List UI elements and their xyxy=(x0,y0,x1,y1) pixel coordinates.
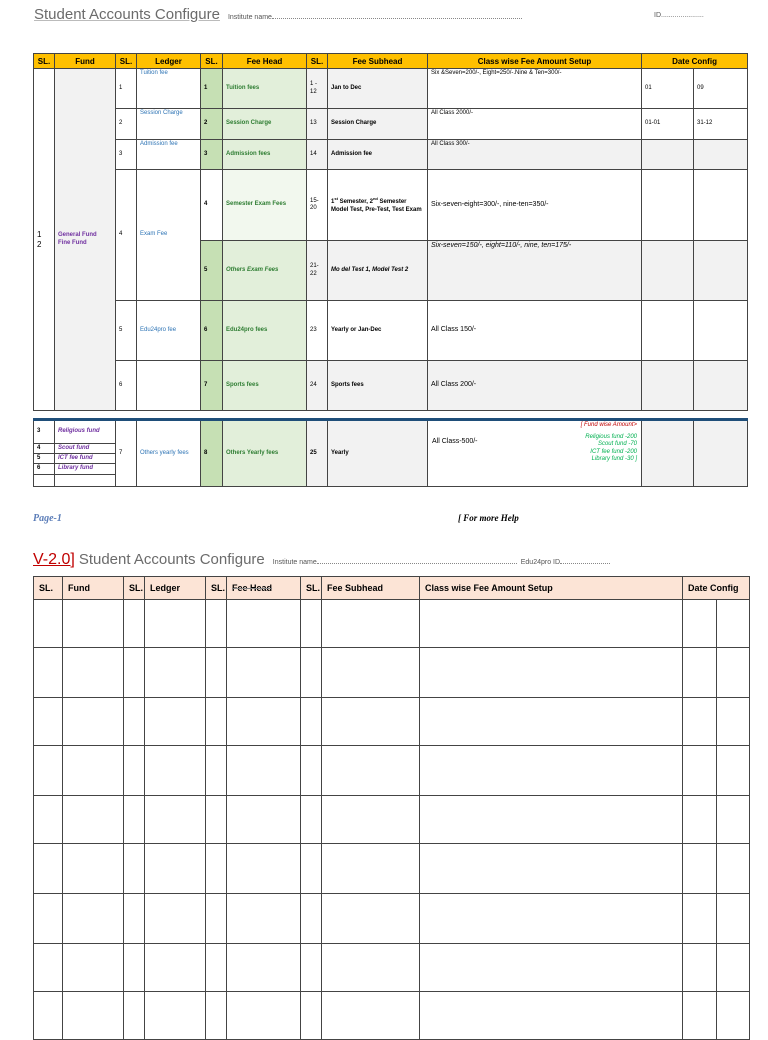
blank-cell[interactable] xyxy=(301,648,322,698)
ledger-sl: 4 xyxy=(116,170,137,301)
v2-header xyxy=(33,551,610,569)
blank-cell[interactable] xyxy=(717,844,750,894)
blank-cell[interactable] xyxy=(206,746,227,796)
blank-cell[interactable] xyxy=(63,600,124,648)
blank-cell[interactable] xyxy=(145,796,206,844)
subhead-part: st xyxy=(334,196,338,201)
table-row xyxy=(34,992,750,1040)
fee-head: Edu24pro fees xyxy=(223,301,307,361)
table-row xyxy=(34,600,750,648)
fee-config-table xyxy=(33,53,748,411)
blank-cell[interactable] xyxy=(683,894,717,944)
fee-subhead: Session Charge xyxy=(328,109,428,140)
table-row xyxy=(34,361,748,411)
blank-cell[interactable] xyxy=(227,944,301,992)
blank-cell[interactable] xyxy=(301,844,322,894)
blank-cell[interactable] xyxy=(322,844,420,894)
blank-cell[interactable] xyxy=(717,746,750,796)
date-end xyxy=(694,140,748,170)
col-sl: SL. xyxy=(34,54,55,69)
col-sl: SL. xyxy=(34,577,63,600)
table-row xyxy=(34,301,748,361)
subhead-part: Semester, 2 xyxy=(337,199,373,205)
blank-cell[interactable] xyxy=(227,796,301,844)
blank-cell[interactable] xyxy=(322,796,420,844)
blank-cell[interactable] xyxy=(301,992,322,1040)
blank-cell[interactable] xyxy=(63,992,124,1040)
fee-head: Tuition fees xyxy=(223,69,307,109)
table-row xyxy=(34,648,750,698)
blank-cell[interactable] xyxy=(227,894,301,944)
blank-cell[interactable] xyxy=(206,600,227,648)
blank-rows xyxy=(34,600,750,1040)
blank-cell[interactable] xyxy=(34,894,63,944)
help-link[interactable]: [ For more Help xyxy=(458,513,519,523)
blank-cell[interactable] xyxy=(322,894,420,944)
blank-cell[interactable] xyxy=(145,600,206,648)
table-row xyxy=(34,746,750,796)
col-fee-subhead: Fee Subhead xyxy=(322,577,420,600)
table-row xyxy=(34,140,748,170)
col-fee-subhead: Fee Subhead xyxy=(328,54,428,69)
fund-name: Religious fund xyxy=(55,420,116,444)
table-row xyxy=(34,944,750,992)
blank-cell[interactable] xyxy=(34,746,63,796)
ledger-name: Tuition fee xyxy=(137,69,201,109)
fee-head: Semester Exam Fees xyxy=(223,170,307,241)
amount-setup xyxy=(428,420,642,487)
fund-name: Fine Fund xyxy=(58,239,87,246)
blank-cell[interactable] xyxy=(717,894,750,944)
blank-cell[interactable] xyxy=(322,944,420,992)
col-sl: SL. xyxy=(116,54,137,69)
date-start: 01 xyxy=(642,69,694,109)
blank-cell[interactable] xyxy=(206,648,227,698)
blank-cell[interactable] xyxy=(63,796,124,844)
date-start xyxy=(642,241,694,301)
blank-cell[interactable] xyxy=(717,648,750,698)
fund-name xyxy=(55,474,116,486)
fund-sl: 5 xyxy=(34,454,55,464)
col-ledger: Ledger xyxy=(137,54,201,69)
ledger-sl: 7 xyxy=(116,420,137,487)
version-label: V-2.0] xyxy=(33,551,75,568)
amount-setup: All Class 150/- xyxy=(428,301,642,361)
blank-cell[interactable] xyxy=(420,648,683,698)
fund-wise-label: [ Fund wise Amount> xyxy=(580,422,637,428)
fee-head: Others Exam Fees xyxy=(223,241,307,301)
ledger-name: Others yearly fees xyxy=(137,420,201,487)
blank-cell[interactable] xyxy=(63,844,124,894)
blank-cell[interactable] xyxy=(34,944,63,992)
subhead-part: 1 xyxy=(331,199,335,205)
date-start xyxy=(642,361,694,411)
blank-cell[interactable] xyxy=(63,894,124,944)
blank-cell[interactable] xyxy=(301,796,322,844)
date-start xyxy=(642,301,694,361)
col-sl: SL. xyxy=(307,54,328,69)
fee-subhead: Admission fee xyxy=(328,140,428,170)
date-start xyxy=(642,140,694,170)
blank-cell[interactable] xyxy=(34,600,63,648)
fee-head: Sports fees xyxy=(223,361,307,411)
blank-cell[interactable] xyxy=(34,648,63,698)
fund-name: ICT fee fund xyxy=(55,454,116,464)
blank-cell[interactable] xyxy=(301,894,322,944)
amount-setup: All Class 2000/- xyxy=(428,109,642,140)
id-label: ID...................... xyxy=(654,12,704,19)
ledger-sl: 6 xyxy=(116,361,137,411)
v2-institute-label: Institute name xyxy=(272,559,317,566)
col-fee-head: Fee Head xyxy=(227,577,301,600)
blank-cell[interactable] xyxy=(322,648,420,698)
amount-setup: Six-seven-eight=300/-, nine-ten=350/- xyxy=(428,170,642,241)
blank-cell[interactable] xyxy=(322,746,420,796)
blank-cell[interactable] xyxy=(145,894,206,944)
blank-cell[interactable] xyxy=(145,944,206,992)
page-title: Student Accounts Configure xyxy=(34,6,220,23)
blank-cell[interactable] xyxy=(683,648,717,698)
blank-cell[interactable] xyxy=(63,698,124,746)
fund-wise-item: Scout fund -70 xyxy=(597,441,637,448)
col-date-config: Date Config xyxy=(683,577,750,600)
blank-cell[interactable] xyxy=(322,600,420,648)
head-sl: 6 xyxy=(201,301,223,361)
blank-cell[interactable] xyxy=(145,992,206,1040)
fee-head: Admission fees xyxy=(223,140,307,170)
ledger-sl: 3 xyxy=(116,140,137,170)
blank-cell[interactable] xyxy=(301,746,322,796)
fund-sl: 6 xyxy=(34,464,55,474)
col-sl: SL. xyxy=(206,577,227,600)
subhead-sl: 24 xyxy=(307,361,328,411)
col-sl: SL. xyxy=(301,577,322,600)
v2-institute-field xyxy=(317,557,517,564)
blank-cell[interactable] xyxy=(124,944,145,992)
table-header-row xyxy=(34,54,748,69)
fee-subhead: Jan to Dec xyxy=(328,69,428,109)
date-end: 09 xyxy=(694,69,748,109)
col-fund: Fund xyxy=(63,577,124,600)
ledger-sl: 1 xyxy=(116,69,137,109)
blank-cell[interactable] xyxy=(124,746,145,796)
blank-cell[interactable] xyxy=(124,648,145,698)
v2-id-label: Edu24pro ID xyxy=(520,559,561,566)
blank-cell[interactable] xyxy=(34,698,63,746)
table-row xyxy=(34,698,750,746)
blank-cell[interactable] xyxy=(420,844,683,894)
fund-wise-item: Library fund -30 ] xyxy=(591,455,637,462)
table-row xyxy=(34,894,750,944)
blank-cell[interactable] xyxy=(145,648,206,698)
blank-cell[interactable] xyxy=(420,992,683,1040)
ledger-sl: 2 xyxy=(116,109,137,140)
subhead-sl: 23 xyxy=(307,301,328,361)
date-end: 31-12 xyxy=(694,109,748,140)
blank-cell[interactable] xyxy=(301,698,322,746)
ledger-name: Session Charge xyxy=(137,109,201,140)
ledger-name: Exam Fee xyxy=(137,170,201,301)
blank-cell[interactable] xyxy=(63,944,124,992)
blank-cell[interactable] xyxy=(227,746,301,796)
blank-cell[interactable] xyxy=(683,796,717,844)
blank-cell[interactable] xyxy=(683,944,717,992)
blank-cell[interactable] xyxy=(420,894,683,944)
col-sl: SL. xyxy=(201,54,223,69)
blank-cell[interactable] xyxy=(145,698,206,746)
blank-cell[interactable] xyxy=(227,648,301,698)
fund-wise-item: ICT fee fund -200 xyxy=(590,448,637,455)
date-end xyxy=(694,420,748,487)
subhead-sl: 21-22 xyxy=(307,241,328,301)
head-sl: 2 xyxy=(201,109,223,140)
amount-setup: Six &Seven=200/-, Eight=250/-.Nine & Ten=300/- xyxy=(428,69,642,109)
date-start xyxy=(642,170,694,241)
blank-cell[interactable] xyxy=(63,648,124,698)
table-row xyxy=(34,109,748,140)
blank-cell[interactable] xyxy=(683,698,717,746)
blank-cell[interactable] xyxy=(124,698,145,746)
ledger-sl: 5 xyxy=(116,301,137,361)
ledger-name: Admission fee xyxy=(137,140,201,170)
institute-name-field xyxy=(272,12,522,19)
blank-cell[interactable] xyxy=(717,600,750,648)
head-sl: 3 xyxy=(201,140,223,170)
fund-sl: 3 xyxy=(34,420,55,444)
amount-setup: All Class 200/- xyxy=(428,361,642,411)
fee-head: Others Yearly fees xyxy=(223,420,307,487)
table-row xyxy=(34,844,750,894)
blank-cell[interactable] xyxy=(34,992,63,1040)
blank-cell[interactable] xyxy=(145,844,206,894)
fee-subhead xyxy=(328,170,428,241)
blank-cell[interactable] xyxy=(301,944,322,992)
fee-head: Session Charge xyxy=(223,109,307,140)
subhead-sl: 1 - 12 xyxy=(307,69,328,109)
subhead-sl: 15-20 xyxy=(307,170,328,241)
blank-cell[interactable] xyxy=(420,796,683,844)
col-amount-setup: Class wise Fee Amount Setup xyxy=(420,577,683,600)
blank-cell[interactable] xyxy=(206,698,227,746)
blank-cell[interactable] xyxy=(322,698,420,746)
fee-subhead: Yearly or Jan-Dec xyxy=(328,301,428,361)
col-fund: Fund xyxy=(55,54,116,69)
head-sl: 5 xyxy=(201,241,223,301)
fund-name: Library fund xyxy=(55,464,116,474)
blank-cell[interactable] xyxy=(227,844,301,894)
subhead-sl: 13 xyxy=(307,109,328,140)
blank-cell[interactable] xyxy=(420,698,683,746)
page-header xyxy=(34,6,522,23)
date-end xyxy=(694,361,748,411)
v2-id-field xyxy=(560,557,610,564)
date-end xyxy=(694,241,748,301)
blank-cell[interactable] xyxy=(206,992,227,1040)
fund-cell xyxy=(55,69,116,411)
blank-cell[interactable] xyxy=(206,894,227,944)
fee-subhead: Mo del Test 1, Model Test 2 xyxy=(328,241,428,301)
blank-cell[interactable] xyxy=(420,944,683,992)
blank-cell[interactable] xyxy=(145,746,206,796)
blank-cell[interactable] xyxy=(124,600,145,648)
blank-cell[interactable] xyxy=(683,844,717,894)
others-fee-table xyxy=(33,418,748,487)
col-ledger: Ledger xyxy=(145,577,206,600)
table-header-row xyxy=(34,577,750,600)
date-start xyxy=(642,420,694,487)
blank-cell[interactable] xyxy=(206,844,227,894)
blank-cell[interactable] xyxy=(301,600,322,648)
v2-title: Student Accounts Configure xyxy=(78,551,265,568)
blank-cell[interactable] xyxy=(34,844,63,894)
blank-cell[interactable] xyxy=(206,796,227,844)
institute-name-label: Institute name xyxy=(227,14,272,21)
head-sl: 1 xyxy=(201,69,223,109)
date-start: 01-01 xyxy=(642,109,694,140)
blank-cell[interactable] xyxy=(34,796,63,844)
blank-cell[interactable] xyxy=(63,746,124,796)
blank-cell[interactable] xyxy=(227,992,301,1040)
col-date-config: Date Config xyxy=(642,54,748,69)
page-number: Page-1 xyxy=(33,513,62,524)
blank-cell[interactable] xyxy=(717,944,750,992)
table-row xyxy=(34,796,750,844)
blank-cell[interactable] xyxy=(322,992,420,1040)
fund-sl: 1 xyxy=(37,229,42,239)
blank-cell[interactable] xyxy=(683,600,717,648)
date-end xyxy=(694,170,748,241)
fee-subhead: Yearly xyxy=(328,420,428,487)
subhead-part: nd xyxy=(372,196,378,201)
blank-cell[interactable] xyxy=(124,894,145,944)
fund-name: General Fund xyxy=(58,232,97,238)
subhead-sl: 14 xyxy=(307,140,328,170)
amount-setup: Six-seven=150/-, eight=110/-, nine, ten=175/- xyxy=(428,241,642,301)
blank-cell[interactable] xyxy=(420,746,683,796)
blank-cell[interactable] xyxy=(227,698,301,746)
col-sl: SL. xyxy=(124,577,145,600)
ledger-name xyxy=(137,361,201,411)
fund-sl xyxy=(34,474,55,486)
fund-sl: 2 xyxy=(37,239,42,249)
blank-cell[interactable] xyxy=(717,698,750,746)
blank-cell[interactable] xyxy=(124,992,145,1040)
blank-cell[interactable] xyxy=(683,746,717,796)
ledger-name: Edu24pro fee xyxy=(137,301,201,361)
subhead-part: Semester Model Test, Pre-Test, Test Exam xyxy=(331,199,422,213)
fund-sl-cell xyxy=(34,69,55,411)
amount-all-class: All Class-500/- xyxy=(432,438,478,446)
blank-cell[interactable] xyxy=(206,944,227,992)
blank-cell[interactable] xyxy=(420,600,683,648)
subhead-sl: 25 xyxy=(307,420,328,487)
blank-cell[interactable] xyxy=(717,796,750,844)
blank-cell[interactable] xyxy=(227,600,301,648)
blank-cell[interactable] xyxy=(124,844,145,894)
col-amount-setup: Class wise Fee Amount Setup xyxy=(428,54,642,69)
table-row xyxy=(34,170,748,241)
fund-sl: 4 xyxy=(34,444,55,454)
head-sl: 8 xyxy=(201,420,223,487)
fund-wise-item: Religious fund -200 xyxy=(585,434,637,441)
table-row xyxy=(34,69,748,109)
blank-cell[interactable] xyxy=(717,992,750,1040)
blank-config-table xyxy=(33,576,750,1040)
blank-cell[interactable] xyxy=(683,992,717,1040)
fee-subhead: Sports fees xyxy=(328,361,428,411)
head-sl: 7 xyxy=(201,361,223,411)
fund-name: Scout fund xyxy=(55,444,116,454)
col-fee-head: Fee Head xyxy=(223,54,307,69)
amount-setup: All Class 300/- xyxy=(428,140,642,170)
blank-cell[interactable] xyxy=(124,796,145,844)
head-sl: 4 xyxy=(201,170,223,241)
date-end xyxy=(694,301,748,361)
